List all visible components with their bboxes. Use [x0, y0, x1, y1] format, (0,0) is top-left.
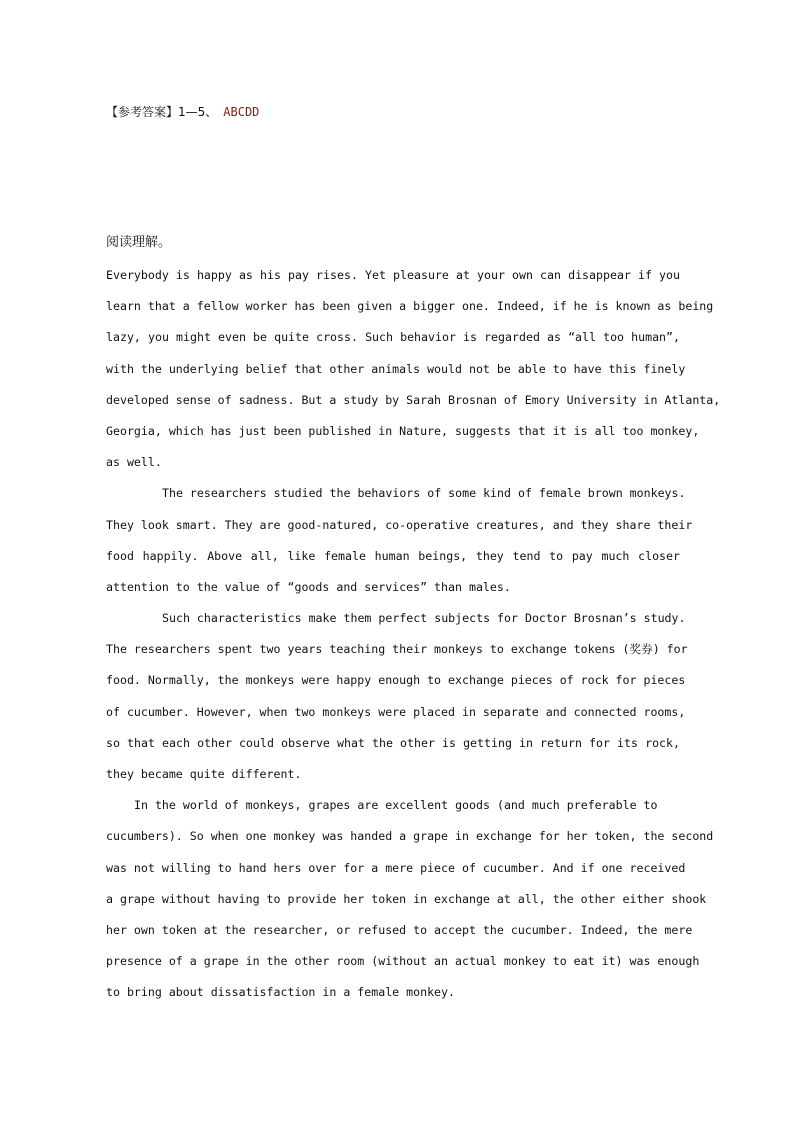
passage-line: Georgia, which has just been published in Nature, suggests that it is all too monkey, — [106, 423, 700, 438]
passage-line: was not willing to hand hers over for a mere piece of cucumber. And if one received — [106, 860, 686, 875]
answer-key-label: 【参考答案】1—5、 — [106, 105, 218, 119]
passage-line: of cucumber. However, when two monkeys were placed in separate and connected rooms, — [106, 704, 686, 719]
passage-line: lazy, you might even be quite cross. Such behavior is regarded as “all too human”, — [106, 330, 680, 345]
passage-line: her own token at the researcher, or refused to accept the cucumber. Indeed, the mere — [106, 922, 693, 937]
passage-line: attention to the value of “goods and services” than males. — [106, 579, 511, 594]
answer-key-value: ABCDD — [223, 105, 260, 119]
section-heading: 阅读理解。 — [106, 235, 172, 250]
passage-line: to bring about dissatisfaction in a female monkey. — [106, 985, 456, 1000]
passage-line: Such characteristics make them perfect subjects for Doctor Brosnan’s study. — [162, 611, 686, 626]
passage-line: a grape without having to provide her token in exchange at all, the other either shook — [106, 891, 707, 906]
passage-line: so that each other could observe what the other is getting in return for its rock, — [106, 735, 680, 750]
passage-line: developed sense of sadness. But a study by Sarah Brosnan of Emory University in Atlanta, — [106, 392, 721, 407]
passage-line: food happily. Above all, like female human beings, they tend to pay much closer — [106, 548, 680, 563]
passage-line: food. Normally, the monkeys were happy enough to exchange pieces of rock for pieces — [106, 673, 686, 688]
passage-line: learn that a fellow worker has been given a bigger one. Indeed, if he is known as being — [106, 299, 714, 314]
passage-line: they became quite different. — [106, 767, 302, 781]
passage-line: They look smart. They are good-natured, co-operative creatures, and they share their — [106, 517, 693, 532]
passage-line: as well. — [106, 455, 162, 470]
passage-line: The researchers studied the behaviors of some kind of female brown monkeys. — [162, 486, 686, 501]
answer-key — [106, 103, 259, 121]
passage-line: presence of a grape in the other room (without an actual monkey to eat it) was enough — [106, 954, 700, 969]
passage-line: The researchers spent two years teaching their monkeys to exchange tokens (奖券) for — [106, 642, 688, 657]
passage-line: In the world of monkeys, grapes are excellent goods (and much preferable to — [134, 798, 658, 813]
passage-line: cucumbers). So when one monkey was handed a grape in exchange for her token, the second — [106, 829, 714, 844]
passage-line: with the underlying belief that other animals would not be able to have this finely — [106, 361, 686, 376]
reading-passage — [106, 264, 721, 1013]
passage-line: Everybody is happy as his pay rises. Yet pleasure at your own can disappear if you — [106, 268, 680, 282]
